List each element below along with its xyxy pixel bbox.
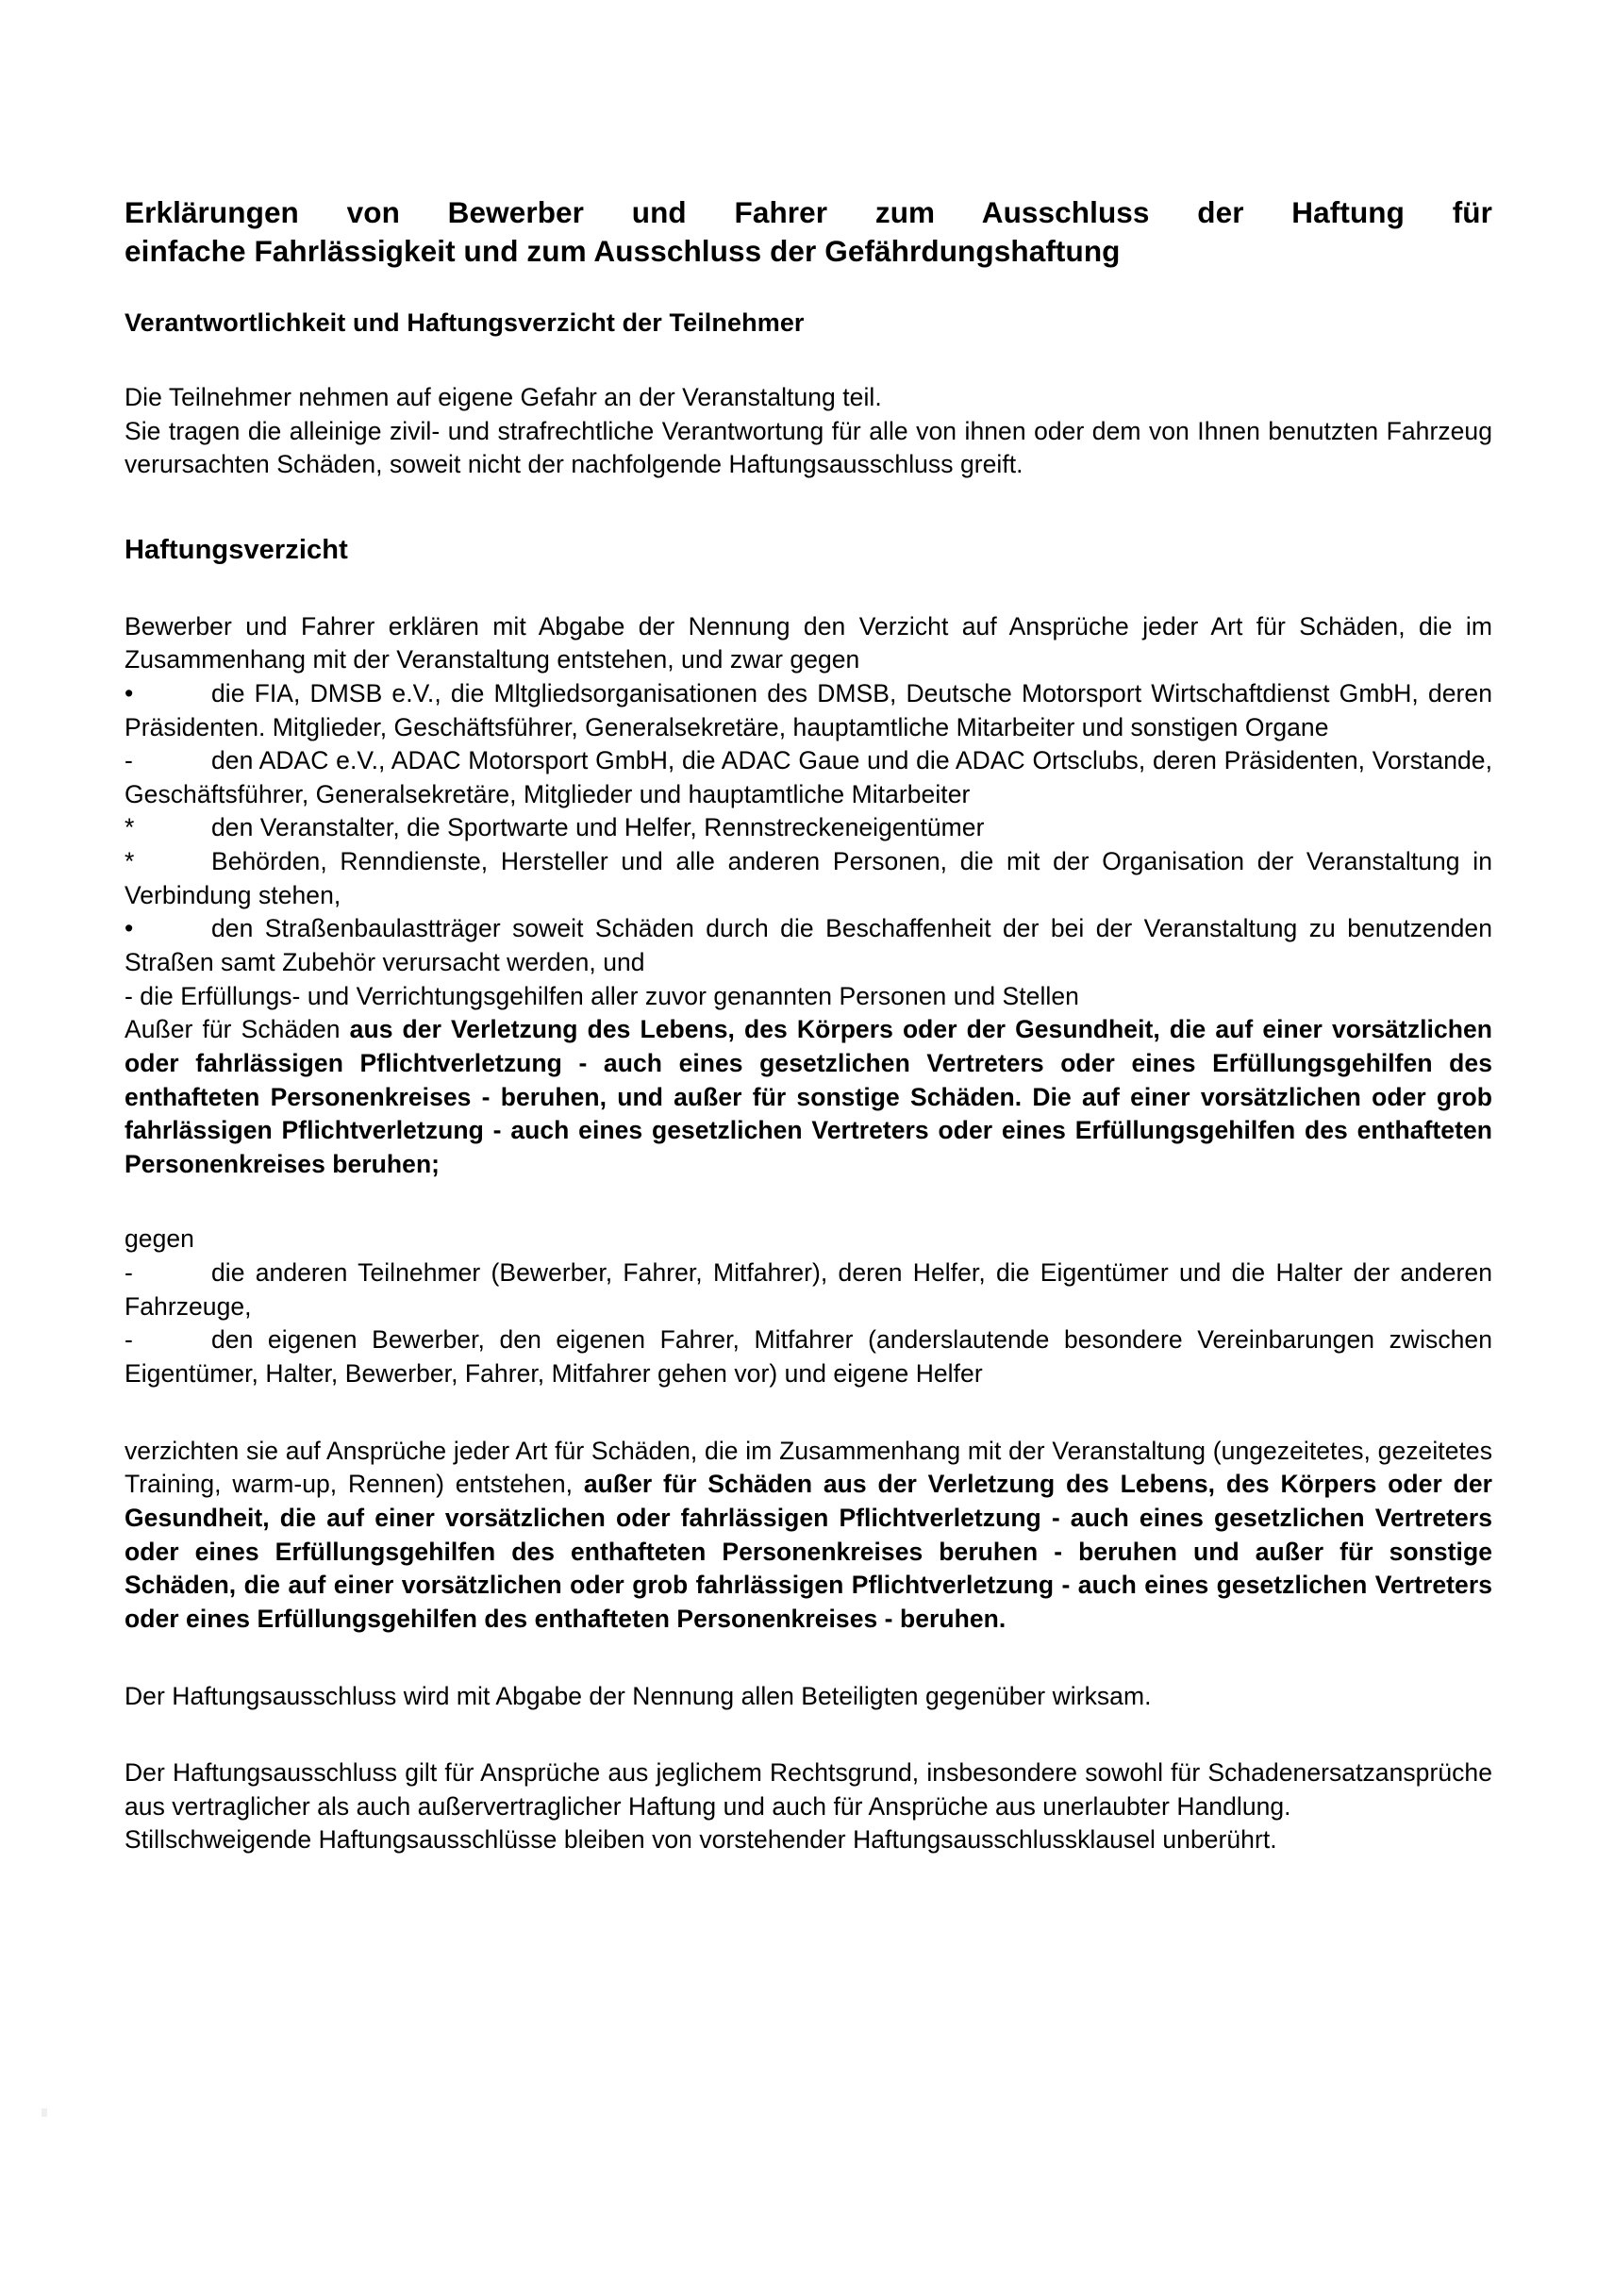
renounce-bold-text: außer für Schäden aus der Verletzung des Lebens, des Körpers oder der Gesundheit, die auf einer vorsätzlichen oder fahrlässigen Pflichtverletzung - auch eines gesetzlichen Vertreters oder eines Erfüllungsgehilfen des enthafteten Personenkreises beruhen - beruhen und außer für sonstige Schäden, die auf einer vorsätzlichen oder grob fahrlässigen Pflichtverletzung - auch eines gesetzlichen Vertreters oder eines Erfüllungsgehilfen des enthafteten Personenkreises - beruhen. (125, 1470, 1493, 1633)
paragraph-tacit-exclusions: Stillschweigende Haftungsausschlüsse bleiben von vorstehender Haftungsausschlussklausel unberührt. (125, 1825, 1277, 1855)
list-marker: - (125, 1258, 133, 1288)
paragraph-legal-basis: Der Haftungsausschluss gilt für Ansprüche aus jeglichem Rechtsgrund, insbesondere sowohl für Schadenersatzansprüche aus vertraglicher als auch außervertraglicher Haftung und auch für Ansprüche aus unerlaubter Handlung. (125, 1758, 1492, 1821)
paragraph-effective: Der Haftungsausschluss wird mit Abgabe der Nennung allen Beteiligten gegenüber wirksam. (125, 1681, 1152, 1710)
heading-responsibility: Verantwortlichkeit und Haftungsverzicht der Teilnehmer (125, 308, 805, 337)
exception-bold-text: aus der Verletzung des Lebens, des Körpers oder der Gesundheit, die auf einer vorsätzlichen oder fahrlässigen Pflichtverletzung - auch eines gesetzlichen Vertreters oder eines Erfüllungsgehilfen des enthafteten Personenkreises - beruhen, und außer für sonstige Schäden. Die auf einer vorsätzlichen oder grob fahrlässigen Pflichtverletzung - auch eines gesetzlichen Vertreters oder eines Erfüllungsgehilfen des enthafteten Personenkreises beruhen; (125, 1015, 1492, 1178)
paragraph-renounce-claims (125, 1435, 1492, 1637)
list-item-text: den Veranstalter, die Sportwarte und Helfer, Rennstreckeneigentümer (211, 813, 985, 842)
list-item (125, 744, 1492, 811)
page-title (125, 193, 1492, 271)
exception-lead-text: Außer für Schäden (125, 1015, 350, 1044)
list-item (125, 677, 1492, 744)
list-item-text: den Straßenbaulastträger soweit Schäden durch die Beschaffenheit der bei der Veranstaltung zu benutzenden Straßen samt Zubehör verursacht werden, und (125, 914, 1492, 976)
line-erfuellungsgehilfen: - die Erfüllungs- und Verrichtungsgehilfen aller zuvor genannten Personen und Stellen (125, 981, 1079, 1010)
list-item (125, 1323, 1492, 1390)
list-marker: • (125, 914, 134, 943)
list-item-text: den ADAC e.V., ADAC Motorsport GmbH, die ADAC Gaue und die ADAC Ortsclubs, deren Präsidenten, Vorstande, Geschäftsführer, Generalsekretäre, Mitglieder und hauptamtliche Mitarbeiter (125, 746, 1492, 808)
paragraph-own-risk: Die Teilnehmer nehmen auf eigene Gefahr an der Veranstaltung teil. (125, 382, 882, 411)
list-marker: - (125, 746, 133, 775)
list-marker: - (125, 1325, 133, 1355)
list-item-text: den eigenen Bewerber, den eigenen Fahrer, Mitfahrer (anderslautende besondere Vereinbarungen zwischen Eigentümer, Halter, Bewerber, Fahrer, Mitfahrer gehen vor) und eigene Helfer (125, 1325, 1492, 1389)
list-marker: * (125, 847, 135, 876)
heading-waiver: Haftungsverzicht (125, 534, 348, 565)
list-item-text: die FIA, DMSB e.V., die Mltgliedsorganisationen des DMSB, Deutsche Motorsport Wirtschaftdienst GmbH, deren Präsidenten. Mitglieder, Geschäftsführer, Generalsekretäre, hauptamtliche Mitarbeiter und sonstigen Organe (125, 678, 1492, 741)
label-gegen: gegen (125, 1224, 194, 1254)
scan-artifact (42, 2108, 47, 2117)
list-marker: * (125, 813, 135, 842)
page-title-line-2: einfache Fahrlässigkeit und zum Ausschluss der Gefährdungshaftung (125, 233, 1121, 268)
list-item-text: Behörden, Renndienste, Hersteller und alle anderen Personen, die mit der Organisation der Veranstaltung in Verbindung stehen, (125, 847, 1492, 909)
list-item (125, 1256, 1492, 1323)
list-marker: • (125, 678, 134, 707)
list-item (125, 811, 1492, 845)
paragraph-waiver-intro: Bewerber und Fahrer erklären mit Abgabe der Nennung den Verzicht auf Ansprüche jeder Art für Schäden, die im Zusammenhang mit der Veranstaltung entstehen, und zwar gegen (125, 611, 1492, 674)
renounce-lead-text: verzichten sie auf Ansprüche jeder Art für Schäden, die im Zusammenhang mit der Veranstaltung (ungezeitetes, gezeitetes Training, warm-up, Rennen) entstehen, (125, 1436, 1492, 1499)
paragraph-exception-clause (125, 1013, 1492, 1181)
document-content (125, 193, 1492, 1857)
list-item (125, 912, 1492, 979)
paragraph-sole-responsibility: Sie tragen die alleinige zivil- und strafrechtliche Verantwortung für alle von ihnen oder dem von Ihnen benutzten Fahrzeug verursachten Schäden, soweit nicht der nachfolgende Haftungsausschluss greift. (125, 416, 1492, 479)
list-item (125, 845, 1492, 912)
list-item-text: die anderen Teilnehmer (Bewerber, Fahrer, Mitfahrer), deren Helfer, die Eigentümer und die Halter der anderen Fahrzeuge, (125, 1258, 1492, 1321)
page-title-line-1: Erklärungen von Bewerber und Fahrer zum Ausschluss der Haftung für (125, 195, 1492, 229)
